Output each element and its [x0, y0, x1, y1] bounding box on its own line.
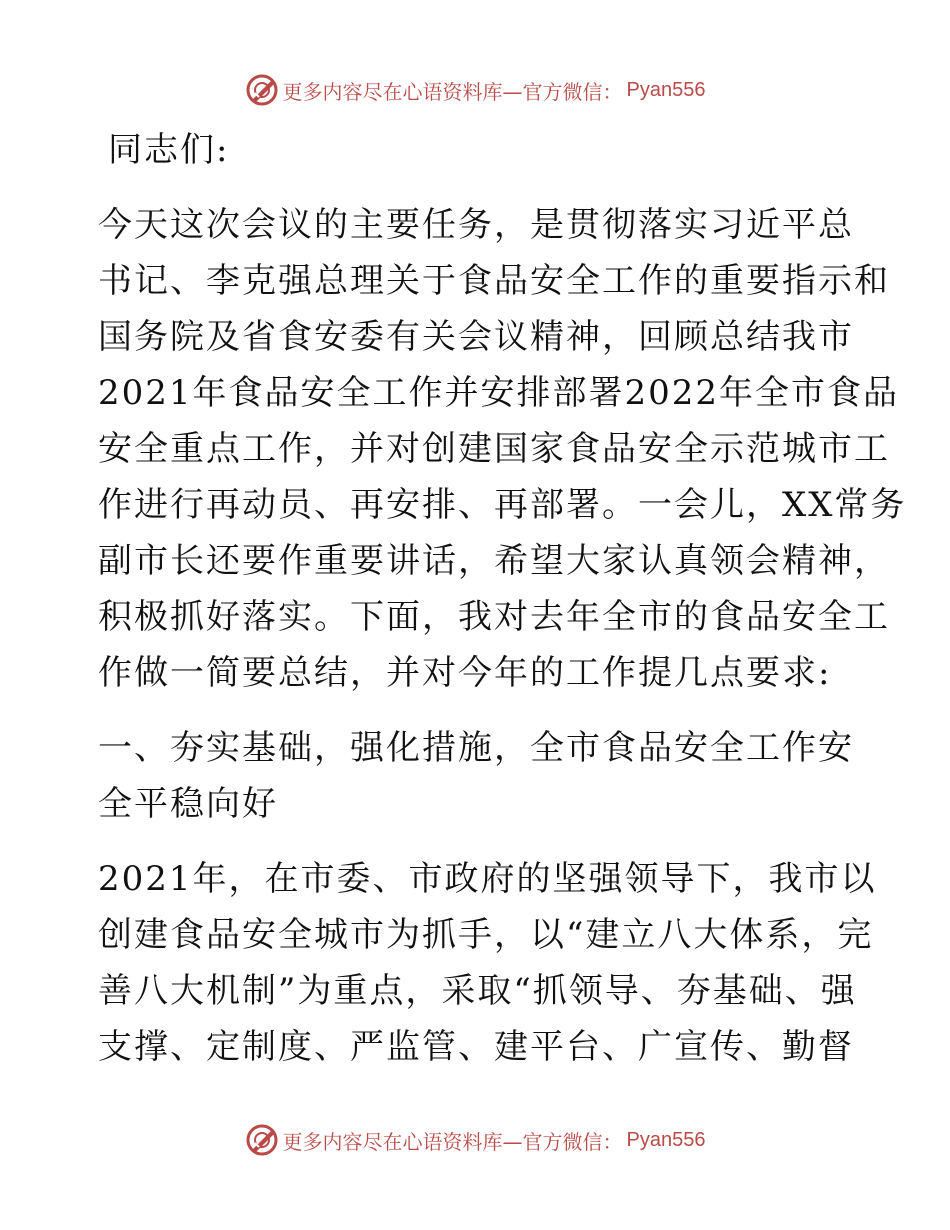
- paragraph-line: 2021年，在市委、市政府的坚强领导下，我市以: [98, 859, 877, 899]
- paragraph-intro: [98, 197, 907, 701]
- paragraph-line: 积极抓好落实。下面，我对去年全市的食品安全工: [98, 597, 890, 637]
- salutation: 同志们:: [108, 130, 230, 170]
- footer-watermark: [0, 1122, 950, 1158]
- section-heading-1: [98, 720, 858, 832]
- paragraph-line: 副市长还要作重要讲话，希望大家认真领会精神，: [98, 541, 890, 581]
- paragraph-line: 善八大机制”为重点，采取“抓领导、夯基础、强: [98, 971, 857, 1011]
- paragraph-line: 作做一简要总结，并对今年的工作提几点要求:: [98, 653, 832, 693]
- paragraph-line: 安全重点工作，并对创建国家食品安全示范城市工: [98, 429, 890, 469]
- heading-line: 一、夯实基础，强化措施，全市食品安全工作安: [98, 728, 854, 768]
- paragraph-2021-summary: [98, 851, 877, 1075]
- watermark-logo-icon: [245, 1123, 279, 1157]
- paragraph-line: 2021年食品安全工作并安排部署2022年全市食品: [98, 373, 900, 413]
- watermark-text: 更多内容尽在心语资料库—官方微信：: [282, 1129, 623, 1154]
- watermark-logo-icon: [245, 73, 279, 107]
- paragraph-line: 作进行再动员、再安排、再部署。一会儿，XX常务: [98, 485, 907, 525]
- document-body: [98, 122, 907, 1075]
- header-watermark: [0, 72, 950, 108]
- paragraph-line: 国务院及省食安委有关会议精神，回顾总结我市: [98, 317, 854, 357]
- watermark-text: 更多内容尽在心语资料库—官方微信：: [282, 79, 623, 104]
- paragraph-line: 支撑、定制度、严监管、建平台、广宣传、勤督: [98, 1027, 854, 1067]
- watermark-wechat-id: Pyan556: [626, 78, 706, 101]
- watermark-wechat-id: Pyan556: [626, 1128, 706, 1151]
- paragraph-line: 今天这次会议的主要任务，是贯彻落实习近平总: [98, 205, 854, 245]
- paragraph-line: 书记、李克强总理关于食品安全工作的重要指示和: [98, 261, 890, 301]
- paragraph-line: 创建食品安全城市为抓手，以“建立八大体系，完: [98, 915, 874, 955]
- heading-line: 全平稳向好: [98, 784, 278, 824]
